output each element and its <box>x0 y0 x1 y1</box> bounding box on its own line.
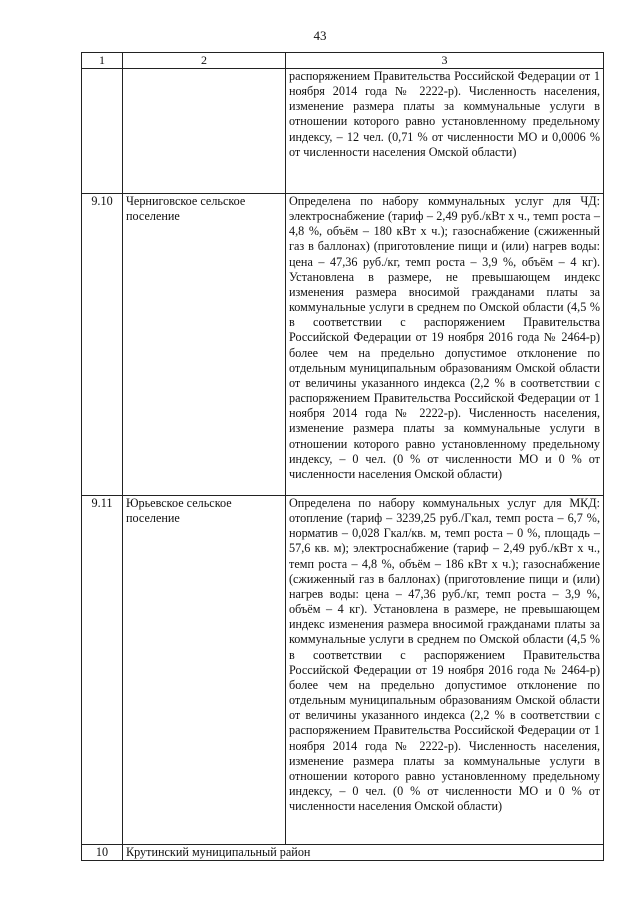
page-number: 43 <box>313 28 327 43</box>
description-text: Определена по набору коммунальных услуг для ЧД: электроснабжение (тариф – 2,49 руб./кВт х ч., темп роста – 4,8 %, объём – 180 кВт х ч.); газоснабжение (сжиженный газ в баллонах) (приготовление пищи и (или) нагрев воды: цена – 47,36 руб./кг, темп роста – 3,9 %, объём – 4 кг). Установлена в размере, не превышающем индекс изменения размера вносимой гражданами платы за коммунальные услуги в среднем по Омской области (4,5 % в соответствии с распоряжением Правительства Российской Федерации от 19 ноября 2016 года № 2464-р) более чем на предельно допустимое отклонение по отдельным муниципальным образованиям Омской области от величины указанного индекса (2,2 % в соответствии с распоряжением Правительства Российской Федерации от 1 ноября 2014 года № 2222-р). Численность населения, изменение размера платы за коммунальные услуги в отношении которого равно установленному предельному индексу, – 0 чел. (0 % от численности МО и 0 % от численности населения Омской области) <box>286 194 604 496</box>
municipality-name: Юрьевское сельское поселение <box>123 496 286 845</box>
header-col-2: 2 <box>123 53 286 69</box>
row-number <box>82 69 123 194</box>
table-row <box>82 69 604 194</box>
row-number: 9.10 <box>82 194 123 496</box>
section-row <box>82 845 604 861</box>
document-table <box>81 52 604 861</box>
municipality-name <box>123 69 286 194</box>
header-col-3: 3 <box>286 53 604 69</box>
description-text: Определена по набору коммунальных услуг для МКД: отопление (тариф – 3239,25 руб./Гкал, темп роста – 6,7 %, норматив – 0,028 Гкал/кв. м, темп роста – 0 %, площадь – 57,6 кв. м); электроснабжение (тариф – 2,49 руб./кВт х ч., темп роста – 4,8 %, объём – 186 кВт х ч.); газоснабжение (сжиженный газ в баллонах) (приготовление пищи и (или) нагрев воды: цена – 47,36 руб./кг, темп роста – 3,9 %, объём – 4 кг). Установлена в размере, не превышающем индекс изменения размера вносимой гражданами платы за коммунальные услуги в среднем по Омской области (4,5 % в соответствии с распоряжением Правительства Российской Федерации от 19 ноября 2016 года № 2464-р) более чем на предельно допустимое отклонение по отдельным муниципальным образованиям Омской области от величины указанного индекса (2,2 % в соответствии с распоряжением Правительства Российской Федерации от 1 ноября 2014 года № 2222-р). Численность населения, изменение размера платы за коммунальные услуги в отношении которого равно установленному предельному индексу, – 0 чел. (0 % от численности МО и 0 % от численности населения Омской области) <box>286 496 604 845</box>
table-row <box>82 194 604 496</box>
section-number: 10 <box>82 845 123 861</box>
description-text: распоряжением Правительства Российской Федерации от 1 ноября 2014 года № 2222-р). Численность населения, изменение размера платы за коммунальные услуги в отношении которого равно установленному предельному индексу, – 12 чел. (0,71 % от численности МО и 0,0006 % от численности населения Омской области) <box>286 69 604 194</box>
table-header-row <box>82 53 604 69</box>
section-title: Крутинский муниципальный район <box>123 845 604 861</box>
header-col-1: 1 <box>82 53 123 69</box>
table-row <box>82 496 604 845</box>
municipality-name: Черниговское сельское поселение <box>123 194 286 496</box>
row-number: 9.11 <box>82 496 123 845</box>
